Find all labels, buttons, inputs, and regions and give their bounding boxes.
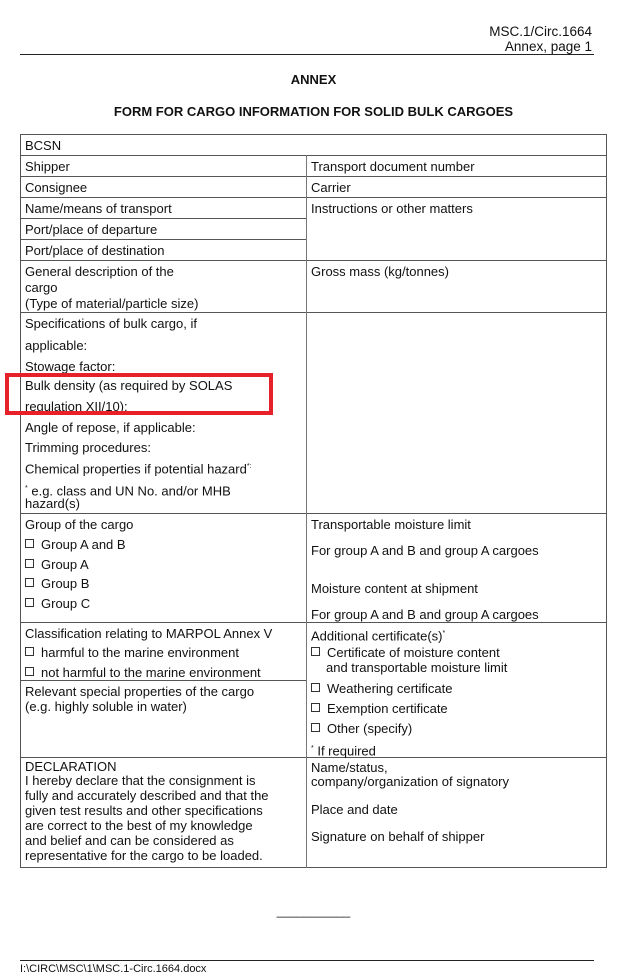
marpol-option[interactable] [25, 645, 239, 660]
annex-title: ANNEX [290, 72, 337, 87]
row-divider [20, 239, 306, 240]
declaration-title: DECLARATION [25, 759, 117, 774]
checkbox[interactable] [311, 683, 320, 692]
row-divider [20, 312, 607, 313]
page-reference: Annex, page 1 [504, 39, 592, 54]
footer-rule [20, 960, 594, 961]
chemical-properties-text: Chemical properties if potential hazard [25, 461, 247, 477]
declaration-line: and belief and can be considered as [25, 833, 234, 848]
place-date-label: Place and date [311, 802, 398, 817]
certificate-option[interactable] [311, 701, 448, 716]
marpol-option[interactable] [25, 665, 261, 680]
checkbox[interactable] [311, 723, 320, 732]
specifications-label: Specifications of bulk cargo, if [25, 316, 197, 331]
group-option-label: Group A [41, 557, 89, 572]
footnote-marker: * [25, 485, 28, 492]
chemical-note: hazard(s) [25, 496, 80, 511]
group-option[interactable] [25, 576, 89, 591]
general-description-label: cargo [25, 280, 58, 295]
checkbox[interactable] [25, 539, 34, 548]
row-divider [20, 218, 306, 219]
row-divider [20, 622, 607, 623]
row-divider [20, 260, 607, 261]
group-option[interactable] [25, 557, 89, 572]
checkbox[interactable] [25, 598, 34, 607]
additional-certificates-text: Additional certificate(s) [311, 628, 443, 644]
form-title: FORM FOR CARGO INFORMATION FOR SOLID BULK CARGOES [113, 104, 514, 119]
moisture-content-label: Moisture content at shipment [311, 581, 478, 596]
consignee-label: Consignee [25, 180, 88, 195]
declaration-line: given test results and other specifications [25, 803, 263, 818]
certificate-option-label: and transportable moisture limit [326, 660, 508, 675]
highlight-box [5, 373, 273, 415]
certificate-option-label: Other (specify) [327, 721, 413, 736]
row-divider [20, 197, 607, 198]
marpol-option-label: harmful to the marine environment [41, 645, 239, 660]
checkbox[interactable] [25, 667, 34, 676]
certificate-option-label: Certificate of moisture content [327, 645, 500, 660]
group-title: Group of the cargo [25, 517, 134, 532]
stowage-factor-label: Stowage factor: [25, 359, 116, 374]
name-status-label: Name/status, [311, 760, 388, 775]
footnote-marker: * [442, 630, 446, 637]
group-option-label: Group B [41, 576, 90, 591]
additional-certificates-title [311, 626, 445, 643]
footer-path: I:\CIRC\MSC\1\MSC.1-Circ.1664.docx [20, 963, 207, 975]
certificate-option[interactable] [311, 721, 412, 736]
if-required-text: If required [313, 743, 376, 759]
row-divider [20, 680, 306, 681]
end-rule: ___________ [276, 904, 351, 918]
row-divider [20, 513, 607, 514]
column-divider [306, 155, 307, 868]
gross-mass-label: Gross mass (kg/tonnes) [311, 264, 449, 279]
special-properties-label: Relevant special properties of the cargo [25, 684, 255, 699]
header-rule [20, 54, 594, 55]
if-required-note [311, 741, 376, 758]
transport-document-label: Transport document number [311, 159, 475, 174]
chemical-properties-label [25, 459, 252, 476]
port-departure-label: Port/place of departure [25, 222, 158, 237]
certificate-option-label: Exemption certificate [327, 701, 448, 716]
chemical-note-text: e.g. class and UN No. and/or MHB [27, 483, 231, 499]
bulk-density-label: regulation XII/10): [25, 399, 128, 414]
general-description-note: (Type of material/particle size) [25, 296, 199, 311]
declaration-line: are correct to the best of my knowledge [25, 818, 253, 833]
tml-label: Transportable moisture limit [311, 517, 471, 532]
footnote-marker: * [311, 745, 314, 752]
port-destination-label: Port/place of destination [25, 243, 165, 258]
shipper-label: Shipper [25, 159, 70, 174]
checkbox[interactable] [25, 578, 34, 587]
certificate-option-label: Weathering certificate [327, 681, 453, 696]
name-status-label: company/organization of signatory [311, 774, 510, 789]
group-option[interactable] [25, 596, 90, 611]
transport-means-label: Name/means of transport [25, 201, 172, 216]
declaration-line: fully and accurately described and that the [25, 788, 269, 803]
marpol-option-label: not harmful to the marine environment [41, 665, 261, 680]
row-divider [20, 176, 607, 177]
specifications-label: applicable: [25, 338, 88, 353]
group-option-label: Group C [41, 596, 91, 611]
document-reference: MSC.1/Circ.1664 [489, 24, 592, 39]
signature-label: Signature on behalf of shipper [311, 829, 485, 844]
certificate-option[interactable] [311, 645, 500, 660]
carrier-label: Carrier [311, 180, 351, 195]
trimming-label: Trimming procedures: [25, 440, 151, 455]
declaration-line: representative for the cargo to be loaded. [25, 848, 263, 863]
checkbox[interactable] [25, 559, 34, 568]
footnote-marker: *: [246, 463, 252, 470]
checkbox[interactable] [25, 647, 34, 656]
general-description-label: General description of the [25, 264, 174, 279]
declaration-line: I hereby declare that the consignment is [25, 773, 256, 788]
group-option[interactable] [25, 537, 126, 552]
moisture-content-note: For group A and B and group A cargoes [311, 607, 539, 622]
instructions-label: Instructions or other matters [311, 201, 473, 216]
bcsn-label: BCSN [25, 138, 62, 153]
special-properties-note: (e.g. highly soluble in water) [25, 699, 187, 714]
tml-note: For group A and B and group A cargoes [311, 543, 539, 558]
row-divider [20, 155, 607, 156]
bulk-density-label: Bulk density (as required by SOLAS [25, 378, 233, 393]
checkbox[interactable] [311, 703, 320, 712]
angle-of-repose-label: Angle of repose, if applicable: [25, 420, 196, 435]
group-option-label: Group A and B [41, 537, 126, 552]
marpol-title: Classification relating to MARPOL Annex V [25, 626, 273, 641]
checkbox[interactable] [311, 647, 320, 656]
certificate-option[interactable] [311, 681, 453, 696]
